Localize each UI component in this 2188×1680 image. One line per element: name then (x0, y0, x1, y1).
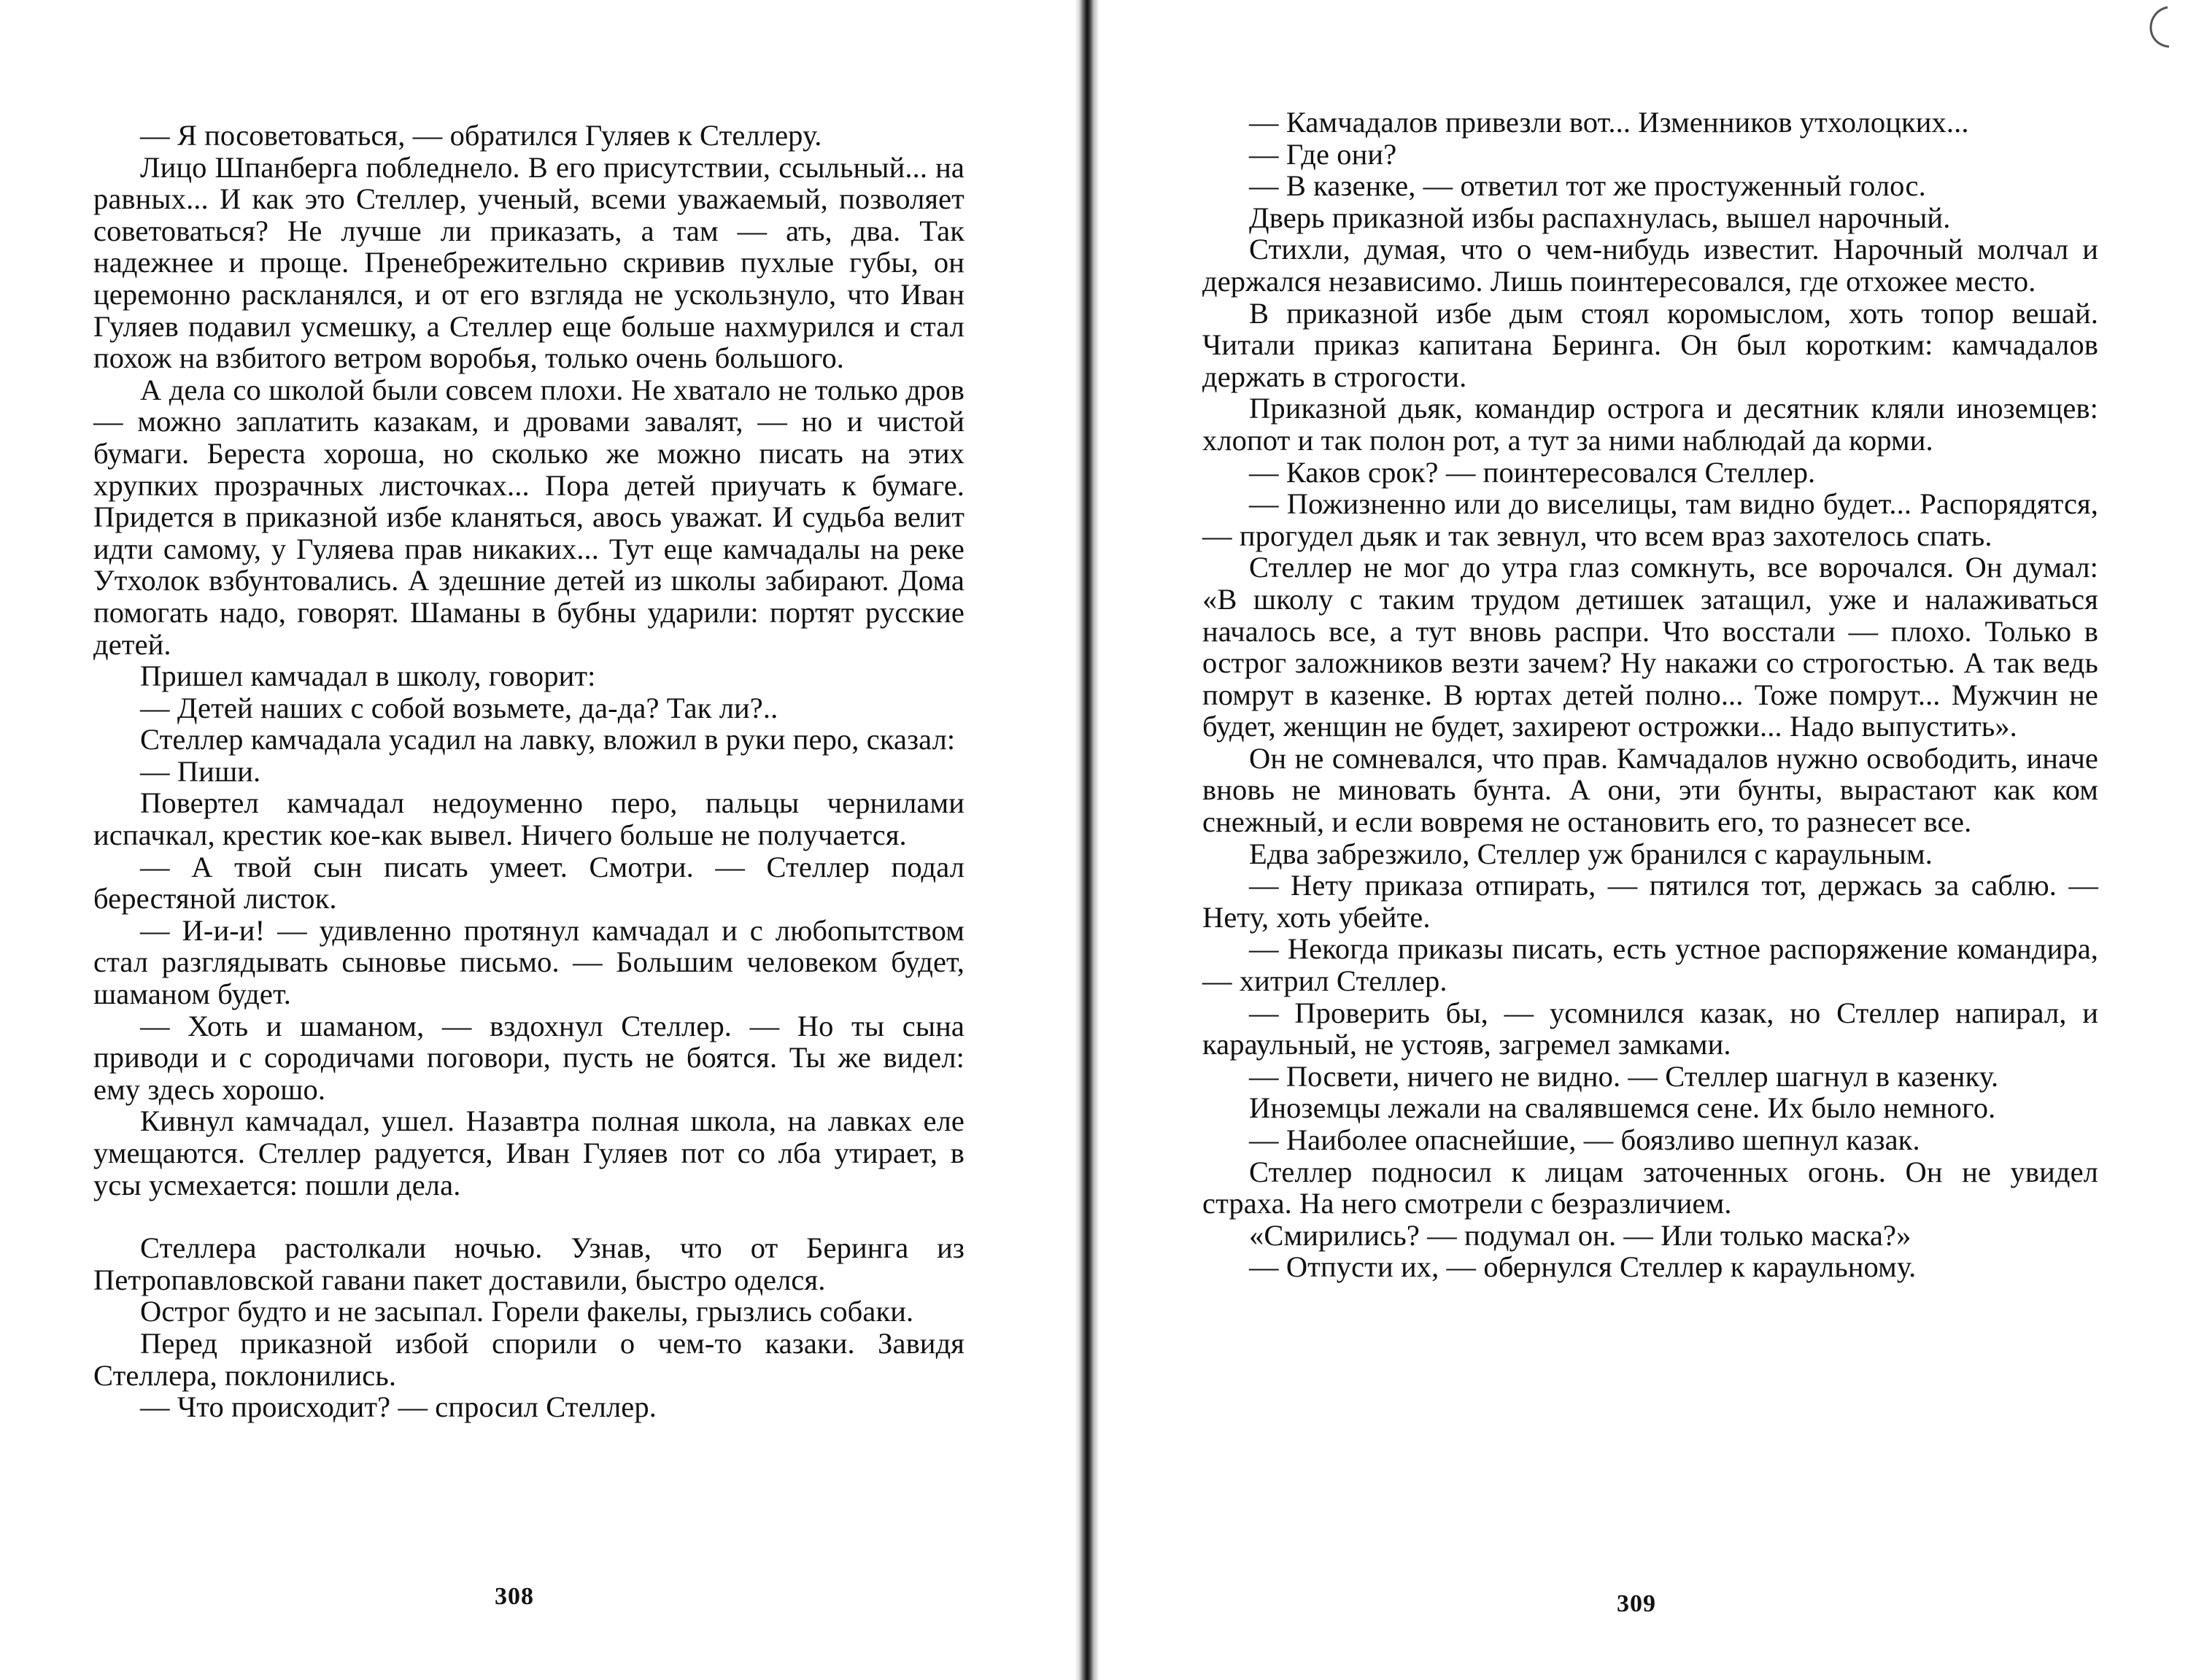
paragraph: — Отпусти их, — обернулся Стеллер к караульному. (1249, 1250, 1917, 1284)
paragraph: Дверь приказной избы распахнулась, вышел нарочный. (1249, 201, 1951, 234)
book-spine (1059, 0, 1115, 1680)
paragraph: — Что происходит? — спросил Стеллер. (140, 1390, 657, 1424)
paragraph: Он не сомневался, что прав. Камчадалов нужно освободить, иначе вновь не миновать бунта. А они, эти бунты, вырастают как ком снежный, и если вовремя не остановить его, то разнесет все. (1202, 741, 2098, 839)
paragraph: Лицо Шпанберга побледнело. В его присутствии, ссыльный... на равных... И как это Стеллер, ученый, всеми уважаемый, позволяет советоваться? Не лучше ли приказать, а там — ать, два. Так надежнее и проще. Пренебрежительно скривив пухлые губы, он церемонно раскланялся, и от его взгляда не ускользнуло, что Иван Гуляев подавил усмешку, а Стеллер еще больше нахмурился и стал похож на взбитого ветром воробья, только очень большого. (93, 150, 965, 375)
paragraph: — Пожизненно или до виселицы, там видно будет... Распорядятся, — прогудел дьяк и так зевнул, что всем враз захотелось спать. (1202, 487, 2098, 552)
paragraph: Повертел камчадал недоуменно перо, пальцы чернилами испачкал, крестик кое-как вывел. Ничего больше не получается. (93, 786, 965, 852)
paragraph: Приказной дьяк, командир острога и десятник кляли иноземцев: хлопот и так полон рот, а тут за ними наблюдай да корми. (1202, 392, 2098, 457)
paragraph: — Хоть и шаманом, — вздохнул Стеллер. — Но ты сына приводи и с сородичами поговори, пусть не боятся. Ты же видел: ему здесь хорошо. (93, 1009, 965, 1106)
paragraph: Стеллер камчадала усадил на лавку, вложил в руки перо, сказал: (140, 723, 956, 756)
paragraph: — Нету приказа отпирать, — пятился тот, держась за саблю. — Нету, хоть убейте. (1202, 869, 2098, 934)
paragraph: В приказной избе дым стоял коромыслом, хоть топор вешай. Читали приказ капитана Беринга. Он был коротким: камчадалов держать в строгости. (1202, 296, 2098, 393)
paragraph: А дела со школой были совсем плохи. Не хватало не только дров — можно заплатить казакам, и дровами завалят, — но и чистой бумаги. Береста хороша, но сколько же можно писать на этих хрупких прозрачных листочках... Пора детей приучать к бумаге. Придется в приказной избе кланяться, авось уважат. И судьба велит идти самому, у Гуляева прав никаких... Тут еще камчадалы на реке Утхолок взбунтовались. А здешние детей из школы забирают. Дома помогать надо, говорят. Шаманы в бубны ударили: портят русские детей. (93, 373, 965, 661)
paragraph: Стеллер подносил к лицам заточенных огонь. Он не увидел страха. На него смотрели с безразличием. (1202, 1155, 2098, 1220)
paragraph: Едва забрезжило, Стеллер уж бранился с караульным. (1249, 837, 1933, 870)
paragraph: Острог будто и не засыпал. Горели факелы, грызлись собаки. (140, 1295, 914, 1328)
page-number: 308 (495, 1583, 534, 1610)
paragraph: — Каков срок? — поинтересовался Стеллер. (1249, 455, 1816, 489)
paragraph: — Посвети, ничего не видно. — Стеллер шагнул в казенку. (1249, 1059, 1999, 1093)
paragraph: — В казенке, — ответил тот же простуженный голос. (1249, 169, 1926, 203)
left-page (0, 0, 1058, 1680)
paragraph: Иноземцы лежали на свалявшемся сене. Их было немного. (1249, 1091, 1996, 1125)
paragraph: Стеллера растолкали ночью. Узнав, что от Беринга из Петропавловской гавани пакет доставили, быстро оделся. (93, 1231, 965, 1296)
paragraph: — Где они? (1249, 137, 1397, 171)
paragraph: Кивнул камчадал, ушел. Назавтра полная школа, на лавках еле умещаются. Стеллер радуется, Иван Гуляев пот со лба утирает, в усы усмехается: пошли дела. (93, 1104, 965, 1201)
corner-arc-mark (2138, 4, 2173, 51)
paragraph: — Камчадалов привезли вот... Изменников утхолоцких... (1249, 106, 1969, 139)
paragraph: — Наиболее опаснейшие, — боязливо шепнул казак. (1249, 1123, 1920, 1156)
paragraph: — Пиши. (140, 754, 261, 788)
right-page (1116, 0, 2188, 1680)
right-page-text (1202, 107, 2098, 1283)
paragraph: Стихли, думая, что о чем-нибудь известит. Нарочный молчал и держался независимо. Лишь поинтересовался, где отхожее место. (1202, 233, 2098, 298)
left-page-text (93, 120, 965, 1423)
paragraph: — Я посоветоваться, — обратился Гуляев к Стеллеру. (140, 119, 822, 152)
paragraph: — И-и-и! — удивленно протянул камчадал и с любопытством стал разглядывать сыновье письмо. — Большим человеком будет, шаманом будет. (93, 913, 965, 1011)
paragraph: — Детей наших с собой возьмете, да-да? Так ли?.. (140, 691, 778, 724)
paragraph: — Некогда приказы писать, есть устное распоряжение командира, — хитрил Стеллер. (1202, 932, 2098, 998)
paragraph: — Проверить бы, — усомнился казак, но Стеллер напирал, и караульный, не устояв, загремел замками. (1202, 996, 2098, 1061)
paragraph: Перед приказной избой спорили о чем-то казаки. Завидя Стеллера, поклонились. (93, 1326, 965, 1392)
paragraph: Стеллер не мог до утра глаз сомкнуть, все ворочался. Он думал: «В школу с таким трудом детишек затащил, уже и налаживаться началось все, а тут вновь распри. Что восстали — плохо. Только в острог заложников везти зачем? Ну накажи со строгостью. А так ведь помрут в казенке. В юртах детей полно... Тоже помрут... Мужчин не будет, женщин не будет, захиреют острожки... Надо выпустить». (1202, 551, 2098, 743)
paragraph: — А твой сын писать умеет. Смотри. — Стеллер подал берестяной листок. (93, 850, 965, 916)
paragraph: «Смирились? — подумал он. — Или только маска?» (1249, 1218, 1911, 1252)
page-number: 309 (1617, 1590, 1656, 1617)
paragraph: Пришел камчадал в школу, говорит: (140, 659, 596, 693)
